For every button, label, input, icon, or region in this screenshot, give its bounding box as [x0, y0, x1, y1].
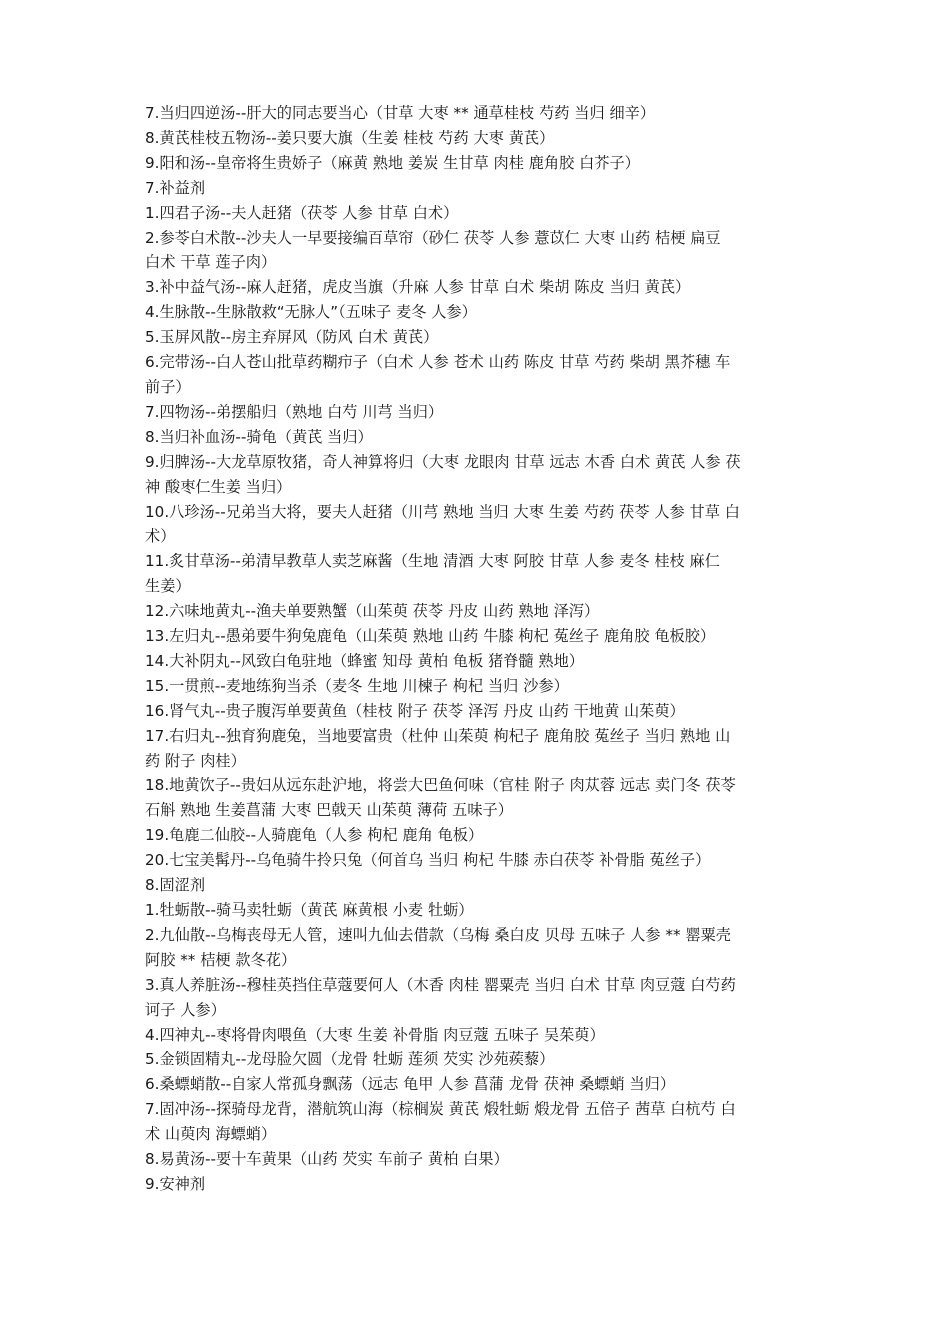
text-line: 阿胶 ** 桔梗 款冬花）	[145, 950, 297, 969]
document-body	[145, 101, 813, 1197]
text-line: 8.固涩剂	[145, 876, 206, 895]
text-line: 石斛 熟地 生姜菖蒲 大枣 巴戟天 山茱萸 薄荷 五味子）	[145, 801, 513, 820]
text-line: 白术 干草 莲子肉）	[145, 253, 277, 272]
text-line: 4.四神丸--枣将骨肉喂鱼（大枣 生姜 补骨脂 肉豆蔻 五味子 吴茱萸）	[145, 1025, 605, 1044]
text-line: 18.地黄饮子--贵妇从远东赴沪地，将尝大巴鱼何味（官桂 附子 肉苁蓉 远志 卖门冬 茯苓	[145, 776, 736, 795]
text-line: 药 附子 肉桂）	[145, 751, 246, 770]
text-line: 14.大补阴丸--风致白龟驻地（蜂蜜 知母 黄柏 龟板 猪脊髓 熟地）	[145, 651, 584, 670]
text-line: 9.安神剂	[145, 1174, 206, 1193]
text-line: 2.九仙散--乌梅丧母无人管，速叫九仙去借款（乌梅 桑白皮 贝母 五味子 人参 ** 罂粟壳	[145, 925, 731, 944]
text-line: 术）	[145, 527, 176, 546]
text-line: 15.一贯煎--麦地练狗当杀（麦冬 生地 川楝子 枸杞 当归 沙参）	[145, 676, 569, 695]
text-line: 8.易黄汤--要十车黄果（山药 芡实 车前子 黄柏 白果）	[145, 1150, 509, 1169]
text-line: 8.黄芪桂枝五物汤--姜只要大旗（生姜 桂枝 芍药 大枣 黄芪）	[145, 128, 555, 147]
text-line: 6.完带汤--白人苍山批草药糊疖子（白术 人参 苍术 山药 陈皮 甘草 芍药 柴胡 黑芥穗 车	[145, 353, 731, 372]
text-line: 9.阳和汤--皇帝将生贵娇子（麻黄 熟地 姜炭 生甘草 肉桂 鹿角胶 白芥子）	[145, 153, 640, 172]
text-line: 生姜）	[145, 577, 191, 596]
text-line: 7.固冲汤--探骑母龙背，潜航筑山海（棕榈炭 黄芪 煅牡蛎 煅龙骨 五倍子 茜草 白杭芍 白	[145, 1100, 736, 1119]
text-line: 5.玉屏风散--房主弃屏风（防风 白术 黄芪）	[145, 328, 439, 347]
text-line: 1.牡蛎散--骑马卖牡蛎（黄芪 麻黄根 小麦 牡蛎）	[145, 901, 474, 919]
text-line: 前子）	[145, 377, 191, 396]
text-line: 12.六味地黄丸--渔夫单要熟蟹（山茱萸 茯苓 丹皮 山药 熟地 泽泻）	[145, 602, 600, 621]
text-line: 诃子 人参）	[145, 1000, 226, 1019]
text-line: 17.右归丸--独育狗鹿兔，当地要富贵（杜仲 山茱萸 枸杞子 鹿角胶 菟丝子 当归 熟地 山	[145, 726, 731, 745]
text-line: 2.参苓白术散--沙夫人一早要接编百草帘（砂仁 茯苓 人参 薏苡仁 大枣 山药 桔梗 扁豆	[145, 228, 721, 247]
text-line: 7.补益剂	[145, 178, 206, 197]
text-line: 1.四君子汤--夫人赶猪（茯苓 人参 甘草 白术）	[145, 203, 459, 222]
text-line: 11.炙甘草汤--弟清早教草人卖芝麻酱（生地 清酒 大枣 阿胶 甘草 人参 麦冬 桂枝 麻仁	[145, 552, 720, 571]
text-line: 20.七宝美髯丹--乌龟骑牛拎只兔（何首乌 当归 枸杞 牛膝 赤白茯苓 补骨脂 菟丝子）	[145, 851, 711, 870]
text-line: 3.补中益气汤--麻人赶猪，虎皮当旗（升麻 人参 甘草 白术 柴胡 陈皮 当归 黄芪）	[145, 278, 691, 297]
text-line: 16.肾气丸--贵子腹泻单要黄鱼（桂枝 附子 茯苓 泽泻 丹皮 山药 干地黄 山茱萸）	[145, 701, 685, 720]
text-line: 术 山萸肉 海螵蛸）	[145, 1125, 277, 1144]
text-line: 4.生脉散--生脉散救“无脉人”（五味子 麦冬 人参）	[145, 303, 477, 322]
text-line: 10.八珍汤--兄弟当大将，要夫人赶猪（川芎 熟地 当归 大枣 生姜 芍药 茯苓 人参 甘草 白	[145, 502, 740, 521]
text-line: 13.左归丸--愚弟要牛狗兔鹿龟（山茱萸 熟地 山药 牛膝 枸杞 菟丝子 鹿角胶 龟板胶）	[145, 627, 716, 646]
text-line: 8.当归补血汤--骑龟（黄芪 当归）	[145, 427, 373, 446]
text-line: 9.归脾汤--大龙草原牧猪，奇人神算将归（大枣 龙眼肉 甘草 远志 木香 白术 黄芪 人参 茯	[145, 452, 741, 471]
text-line: 7.四物汤--弟摆船归（熟地 白芍 川芎 当归）	[145, 402, 444, 421]
text-line: 19.龟鹿二仙胶--人骑鹿龟（人参 枸杞 鹿角 龟板）	[145, 826, 484, 845]
text-line: 6.桑螵蛸散--自家人常孤身飘荡（远志 龟甲 人参 菖蒲 龙骨 茯神 桑螵蛸 当归）	[145, 1075, 676, 1094]
text-line: 3.真人养脏汤--穆桂英挡住草蔻要何人（木香 肉桂 罂粟壳 当归 白术 甘草 肉豆蔻 白芍药	[145, 975, 736, 994]
text-line: 7.当归四逆汤--肝大的同志要当心（甘草 大枣 ** 通草桂枝 芍药 当归 细辛）	[145, 104, 656, 122]
text-line: 5.金锁固精丸--龙母脸欠圆（龙骨 牡蛎 莲须 芡实 沙苑蒺藜）	[145, 1050, 555, 1069]
text-line: 神 酸枣仁生姜 当归）	[145, 477, 292, 496]
